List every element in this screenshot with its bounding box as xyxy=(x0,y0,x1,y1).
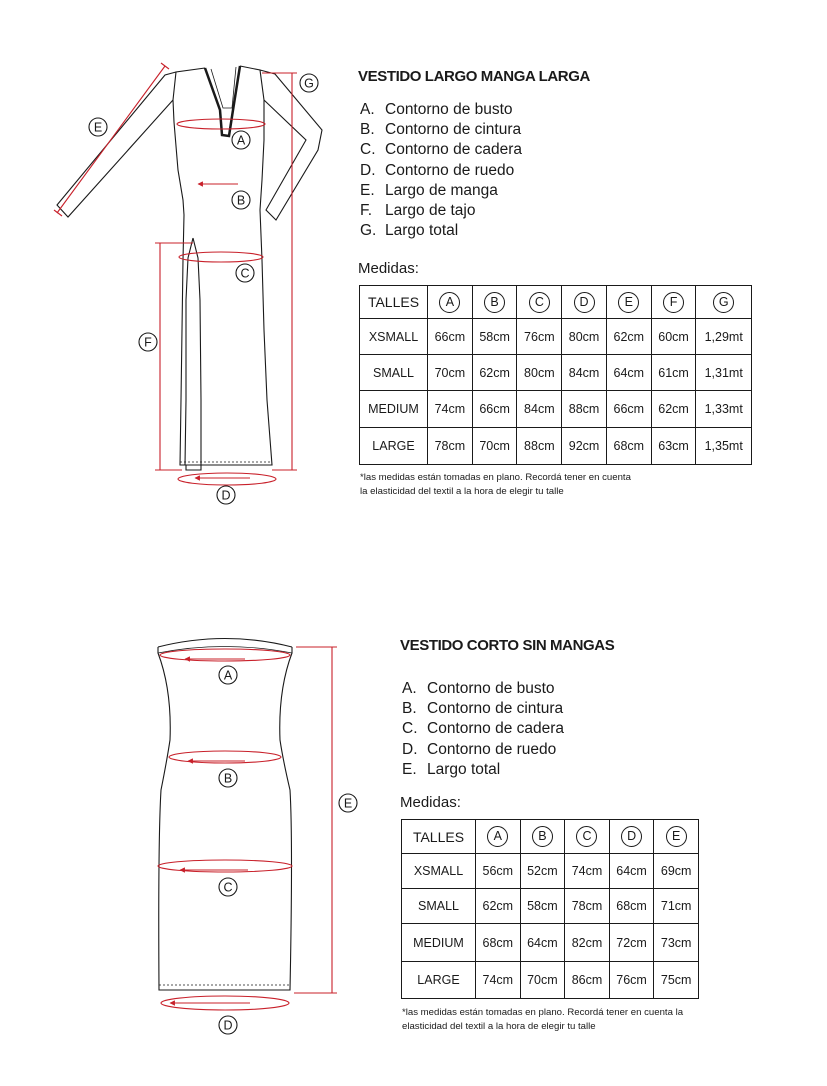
short-dress-label-b: B xyxy=(223,771,233,786)
legend-item: E. Largo total xyxy=(402,760,501,778)
value-cell: 70cm xyxy=(520,962,565,999)
talles-header: TALLES xyxy=(360,286,428,319)
legend-item: B. Contorno de cintura xyxy=(402,700,564,718)
section1-size-table xyxy=(359,285,752,465)
value-cell: 92cm xyxy=(562,428,607,465)
long-dress-label-b: B xyxy=(236,193,246,208)
column-header: D xyxy=(609,820,654,854)
value-cell: 56cm xyxy=(476,854,521,889)
value-cell: 64cm xyxy=(606,355,651,391)
value-cell: 62cm xyxy=(476,889,521,924)
value-cell: 1,33mt xyxy=(696,391,752,428)
size-cell: XSMALL xyxy=(402,854,476,889)
short-dress-label-a: A xyxy=(223,668,233,683)
note-line: *las medidas están tomadas en plano. Recordá tener en cuenta xyxy=(360,472,631,483)
value-cell: 68cm xyxy=(606,428,651,465)
value-cell: 82cm xyxy=(565,924,610,962)
column-header: E xyxy=(654,820,699,854)
table-row xyxy=(360,355,752,391)
long-dress-callouts xyxy=(89,74,318,504)
value-cell: 70cm xyxy=(428,355,473,391)
value-cell: 66cm xyxy=(428,319,473,355)
short-dress-measure-lines xyxy=(158,647,337,1010)
value-cell: 68cm xyxy=(609,889,654,924)
legend-item: A. Contorno de busto xyxy=(360,101,513,118)
section2-legend xyxy=(402,679,564,780)
legend-item: B. Contorno de cintura xyxy=(360,121,522,139)
value-cell: 68cm xyxy=(476,924,521,962)
value-cell: 1,35mt xyxy=(696,428,752,465)
value-cell: 73cm xyxy=(654,924,699,962)
value-cell: 84cm xyxy=(562,355,607,391)
value-cell: 88cm xyxy=(562,391,607,428)
section1-medidas-label: Medidas: xyxy=(358,260,419,277)
column-header: G xyxy=(696,286,752,319)
value-cell: 58cm xyxy=(520,889,565,924)
table-row xyxy=(402,889,699,924)
column-header: C xyxy=(517,286,562,319)
note-line: la elasticidad del textil a la hora de elegir tu talle xyxy=(360,485,564,497)
table-header-row xyxy=(360,286,752,319)
section2-medidas-label: Medidas: xyxy=(400,794,461,811)
legend-item: G. Largo total xyxy=(360,222,459,240)
value-cell: 66cm xyxy=(472,391,517,428)
legend-item: A. Contorno de busto xyxy=(402,680,555,697)
value-cell: 58cm xyxy=(472,319,517,355)
legend-item: D. Contorno de ruedo xyxy=(402,740,557,758)
column-header: E xyxy=(606,286,651,319)
value-cell: 64cm xyxy=(609,854,654,889)
column-header: C xyxy=(565,820,610,854)
column-header: B xyxy=(520,820,565,854)
value-cell: 74cm xyxy=(428,391,473,428)
value-cell: 78cm xyxy=(428,428,473,465)
value-cell: 60cm xyxy=(651,319,696,355)
section2-title: VESTIDO CORTO SIN MANGAS xyxy=(400,637,615,654)
note-line: *las medidas están tomadas en plano. Recordá tener en cuenta la xyxy=(402,1007,684,1018)
column-header: A xyxy=(428,286,473,319)
long-dress-label-f: F xyxy=(144,335,152,350)
legend-item: F. Largo de tajo xyxy=(360,202,476,220)
table-row xyxy=(360,391,752,428)
value-cell: 84cm xyxy=(517,391,562,428)
legend-item: D. Contorno de ruedo xyxy=(360,161,515,179)
value-cell: 80cm xyxy=(517,355,562,391)
value-cell: 76cm xyxy=(609,962,654,999)
long-dress-label-e: E xyxy=(93,120,103,135)
long-dress-label-a: A xyxy=(236,133,246,148)
value-cell: 74cm xyxy=(565,854,610,889)
value-cell: 75cm xyxy=(654,962,699,999)
value-cell: 78cm xyxy=(565,889,610,924)
value-cell: 62cm xyxy=(472,355,517,391)
value-cell: 76cm xyxy=(517,319,562,355)
short-dress-callouts xyxy=(219,666,357,1034)
section2-note xyxy=(402,1006,683,1033)
value-cell: 66cm xyxy=(606,391,651,428)
column-header: A xyxy=(476,820,521,854)
section2-size-table xyxy=(401,819,699,999)
section1-legend xyxy=(360,100,522,241)
size-cell: LARGE xyxy=(360,428,428,465)
value-cell: 62cm xyxy=(651,391,696,428)
legend-item: C. Contorno de cadera xyxy=(360,141,523,159)
column-header: B xyxy=(472,286,517,319)
short-dress-label-d: D xyxy=(223,1018,233,1033)
section1-note xyxy=(360,471,631,498)
value-cell: 1,29mt xyxy=(696,319,752,355)
value-cell: 1,31mt xyxy=(696,355,752,391)
table-row xyxy=(402,854,699,889)
table-row xyxy=(402,962,699,999)
value-cell: 64cm xyxy=(520,924,565,962)
value-cell: 62cm xyxy=(606,319,651,355)
value-cell: 74cm xyxy=(476,962,521,999)
table-row xyxy=(360,428,752,465)
long-dress-label-g: G xyxy=(304,76,314,91)
column-header: F xyxy=(651,286,696,319)
size-cell: LARGE xyxy=(402,962,476,999)
legend-item: C. Contorno de cadera xyxy=(402,720,565,738)
size-cell: XSMALL xyxy=(360,319,428,355)
value-cell: 88cm xyxy=(517,428,562,465)
legend-item: E. Largo de manga xyxy=(360,181,498,199)
table-header-row xyxy=(402,820,699,854)
long-dress-label-d: D xyxy=(221,488,231,503)
short-dress-label-c: C xyxy=(223,880,233,895)
long-dress-label-c: C xyxy=(240,266,250,281)
value-cell: 71cm xyxy=(654,889,699,924)
table-row xyxy=(402,924,699,962)
size-cell: MEDIUM xyxy=(360,391,428,428)
table-row xyxy=(360,319,752,355)
note-line: elasticidad del textil a la hora de elegir tu talle xyxy=(402,1020,596,1032)
section1-title: VESTIDO LARGO MANGA LARGA xyxy=(358,68,590,85)
value-cell: 61cm xyxy=(651,355,696,391)
value-cell: 63cm xyxy=(651,428,696,465)
talles-header: TALLES xyxy=(402,820,476,854)
size-cell: MEDIUM xyxy=(402,924,476,962)
short-dress-label-e: E xyxy=(343,796,353,811)
value-cell: 86cm xyxy=(565,962,610,999)
value-cell: 80cm xyxy=(562,319,607,355)
value-cell: 52cm xyxy=(520,854,565,889)
column-header: D xyxy=(562,286,607,319)
size-cell: SMALL xyxy=(402,889,476,924)
value-cell: 69cm xyxy=(654,854,699,889)
value-cell: 70cm xyxy=(472,428,517,465)
value-cell: 72cm xyxy=(609,924,654,962)
size-cell: SMALL xyxy=(360,355,428,391)
short-dress-drawing xyxy=(158,639,292,991)
